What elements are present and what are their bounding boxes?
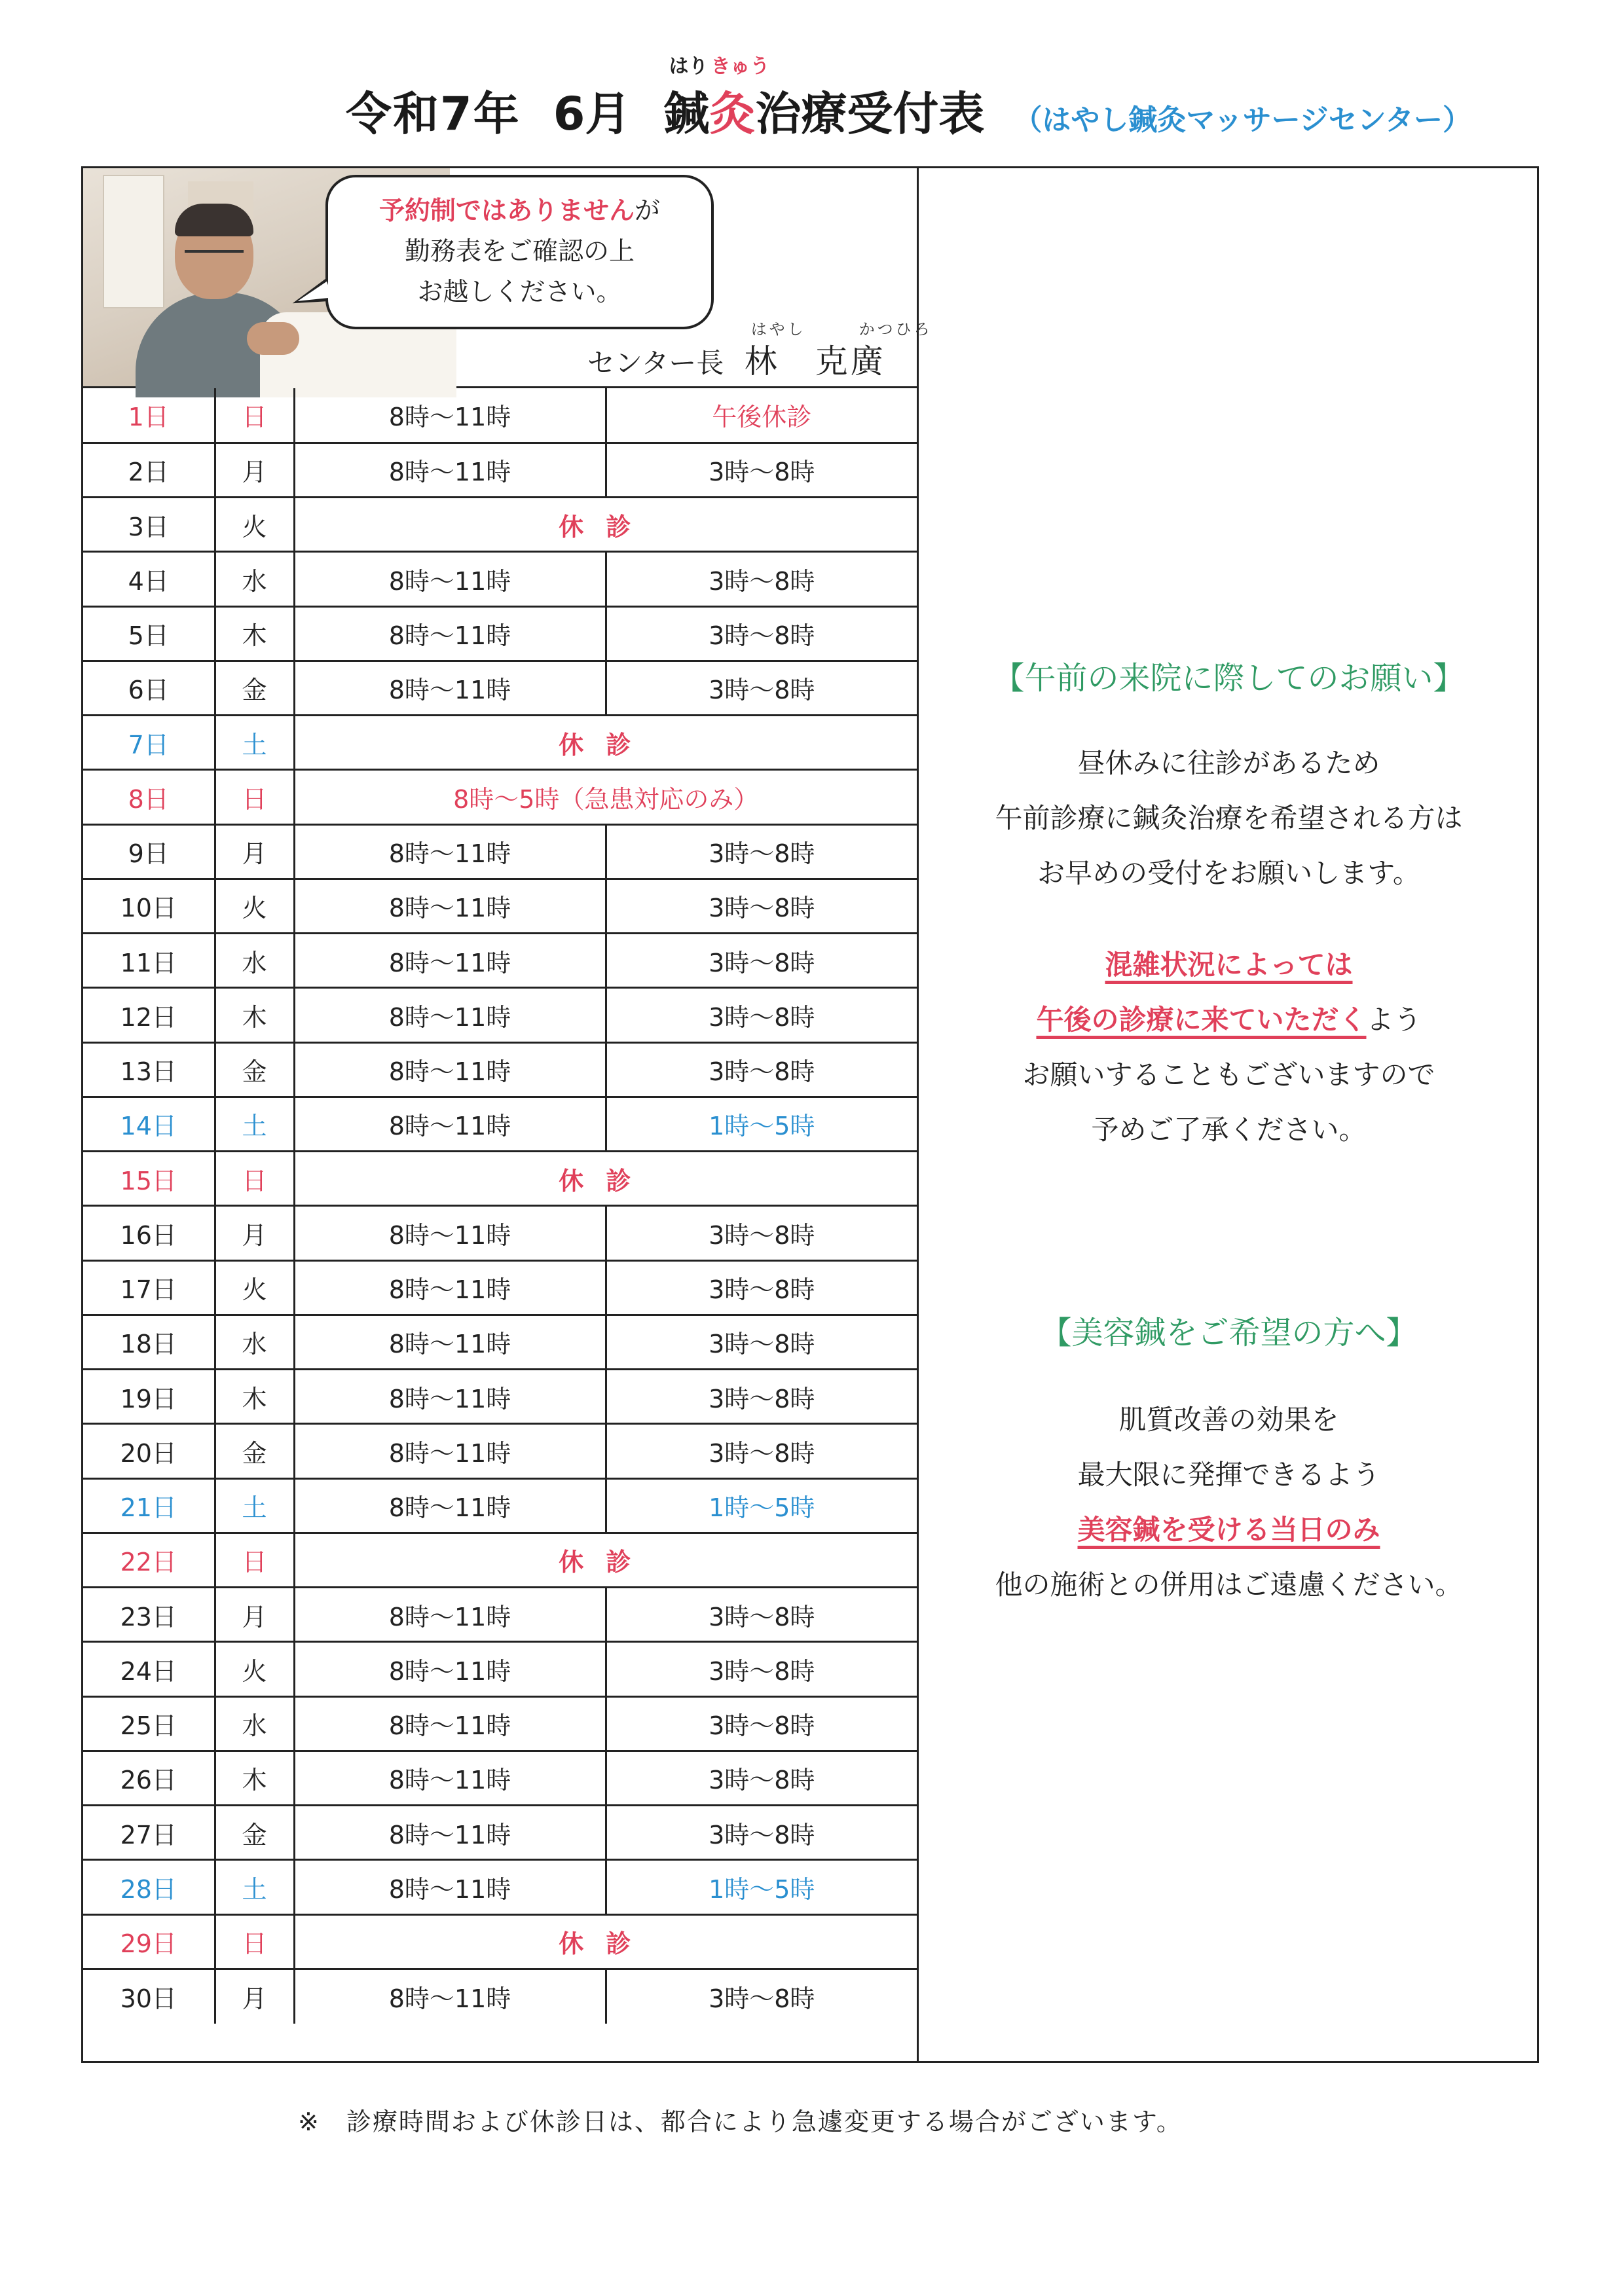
- schedule-am: 8時～11時: [294, 661, 606, 715]
- ruby-katsuhiro: かつひろ: [858, 320, 932, 338]
- schedule-weekday: 火: [215, 1642, 294, 1696]
- schedule-pm: 3時～8時: [709, 1984, 815, 2014]
- schedule-am: 8時～11時: [294, 1206, 606, 1260]
- schedule-row: [83, 1860, 917, 1914]
- title-era-year: 令和7年: [346, 87, 521, 141]
- beauty-emphasis: 美容鍼を受ける当日のみ: [1077, 1514, 1380, 1546]
- busy-emphasis-2: 午後の診療に来ていただく: [1036, 1004, 1367, 1036]
- schedule-weekday: 木: [215, 1751, 294, 1805]
- schedule-row: [83, 1914, 917, 1969]
- title-kyu-char: 灸: [709, 87, 756, 141]
- schedule-am: 8時～11時: [294, 934, 606, 988]
- busy-emphasis-1: 混雑状況によっては: [1105, 949, 1353, 981]
- schedule-date: 26日: [83, 1751, 215, 1805]
- schedule-row: [83, 934, 917, 988]
- schedule-am: 8時～11時: [294, 1097, 606, 1151]
- schedule-am: 8時～11時: [294, 1315, 606, 1369]
- schedule-pm: 3時～8時: [606, 443, 917, 497]
- beauty-notice-text: 肌質改善の効果を 最大限に発揮できるよう 美容鍼を受ける当日のみ 他の施術との併用はご遠慮ください。: [995, 1404, 1463, 1601]
- bubble-line-1: 予約制ではありませんが: [378, 196, 661, 226]
- schedule-date: 25日: [83, 1696, 215, 1751]
- schedule-row: [83, 1478, 917, 1533]
- clinic-name: （はやし鍼灸マッサージセンター）: [1013, 103, 1472, 137]
- schedule-date: 15日: [83, 1152, 215, 1206]
- schedule-date: 28日: [83, 1860, 215, 1914]
- schedule-row: [83, 770, 917, 824]
- schedule-am: 8時～11時: [294, 1696, 606, 1751]
- schedule-pm: 3時～8時: [606, 879, 917, 933]
- schedule-pm: 3時～8時: [606, 1206, 917, 1260]
- schedule-pm: 3時～8時: [606, 1424, 917, 1478]
- page-title: [346, 55, 1472, 149]
- schedule-am: 8時～11時: [294, 388, 606, 443]
- schedule-date: 14日: [83, 1097, 215, 1151]
- schedule-row: [83, 661, 917, 715]
- schedule-am: 8時～11時: [294, 1260, 606, 1315]
- schedule-weekday: 月: [215, 824, 294, 879]
- schedule-date: 11日: [83, 934, 215, 988]
- schedule-row: [83, 1696, 917, 1751]
- schedule-date: 12日: [83, 988, 215, 1042]
- schedule-pm: 3時～8時: [606, 661, 917, 715]
- schedule-am: 8時～11時: [294, 1969, 606, 2023]
- schedule-date: 24日: [83, 1642, 215, 1696]
- title-hari-char: 鍼: [663, 87, 710, 141]
- director-name: はやし かつひろ 林 克廣: [745, 342, 886, 380]
- schedule-am: 8時～11時: [294, 606, 606, 661]
- schedule-body: [83, 388, 917, 2024]
- schedule-date: 30日: [83, 1969, 215, 2023]
- schedule-row: [83, 1315, 917, 1369]
- schedule-weekday: 土: [215, 1478, 294, 1533]
- beauty-notice-heading: 【美容鍼をご希望の方へ】: [1040, 1315, 1418, 1351]
- schedule-table: [83, 388, 917, 2024]
- schedule-pm: 3時～8時: [606, 1260, 917, 1315]
- schedule-date: 29日: [83, 1914, 215, 1969]
- busy-notice-text: 混雑状況によっては 午後の診療に来ていただくよう お願いすることもございますので 予めご了承ください。: [1022, 949, 1435, 1146]
- schedule-date: 23日: [83, 1588, 215, 1642]
- schedule-am: 8時～11時: [294, 1751, 606, 1805]
- schedule-weekday: 木: [215, 606, 294, 661]
- schedule-am: 8時～11時: [294, 1370, 606, 1424]
- schedule-emergency: 8時～5時（急患対応のみ）: [294, 770, 917, 824]
- schedule-weekday: 土: [215, 1097, 294, 1151]
- schedule-row: [83, 716, 917, 770]
- schedule-weekday: 木: [215, 988, 294, 1042]
- title-hari: [663, 55, 710, 143]
- title-rest: 治療受付表: [755, 87, 985, 141]
- notes-column: [919, 168, 1539, 2061]
- schedule-date: 27日: [83, 1806, 215, 1860]
- schedule-date: 18日: [83, 1315, 215, 1369]
- schedule-row: [83, 443, 917, 497]
- schedule-row: [83, 879, 917, 933]
- schedule-am: 8時～11時: [294, 1860, 606, 1914]
- schedule-pm: 3時～8時: [606, 1315, 917, 1369]
- schedule-date: 2日: [83, 443, 215, 497]
- schedule-am: 8時～11時: [294, 1806, 606, 1860]
- schedule-date: 13日: [83, 1042, 215, 1097]
- schedule-date: 19日: [83, 1370, 215, 1424]
- schedule-row: [83, 1969, 917, 2023]
- schedule-weekday: 金: [215, 1806, 294, 1860]
- schedule-am: 8時～11時: [294, 1042, 606, 1097]
- intro-area: [83, 168, 932, 388]
- schedule-weekday: 月: [215, 1588, 294, 1642]
- schedule-date: 4日: [83, 552, 215, 606]
- schedule-row: [83, 1097, 917, 1151]
- schedule-pm: 3時～8時: [606, 1751, 917, 1805]
- schedule-row: [83, 1370, 917, 1424]
- schedule-weekday: 土: [215, 1860, 294, 1914]
- schedule-pm: 3時～8時: [606, 1042, 917, 1097]
- director-title: センター長: [587, 347, 724, 379]
- schedule-pm: 3時～8時: [606, 1642, 917, 1696]
- schedule-pm: 3時～8時: [606, 1370, 917, 1424]
- schedule-closed: 休診: [294, 716, 917, 770]
- schedule-date: 22日: [83, 1533, 215, 1587]
- schedule-row: [83, 824, 917, 879]
- morning-notice-text: 昼休みに往診があるため 午前診療に鍼灸治療を希望される方は お早めの受付をお願いします。: [995, 747, 1463, 889]
- schedule-date: 17日: [83, 1260, 215, 1315]
- schedule-date: 5日: [83, 606, 215, 661]
- schedule-date: 10日: [83, 879, 215, 933]
- schedule-row: [83, 1806, 917, 1860]
- schedule-pm: 1時～5時: [606, 1097, 917, 1151]
- schedule-weekday: 火: [215, 498, 294, 552]
- schedule-row: [83, 1642, 917, 1696]
- schedule-pm: 午後休診: [606, 388, 917, 443]
- schedule-weekday: 月: [215, 1206, 294, 1260]
- schedule-am: 8時～11時: [294, 1424, 606, 1478]
- speech-bubble: [325, 175, 714, 329]
- schedule-weekday: 月: [215, 443, 294, 497]
- schedule-pm: 1時～5時: [606, 1860, 917, 1914]
- schedule-pm: 3時～8時: [606, 1588, 917, 1642]
- schedule-date: 7日: [83, 716, 215, 770]
- schedule-frame: [81, 166, 1539, 2063]
- schedule-row: [83, 498, 917, 552]
- title-kyu: [709, 55, 770, 143]
- schedule-weekday: 月: [215, 1969, 294, 2023]
- schedule-weekday: 水: [215, 934, 294, 988]
- schedule-weekday: 日: [215, 770, 294, 824]
- schedule-pm: 3時～8時: [606, 1696, 917, 1751]
- schedule-pm: 1時～5時: [606, 1478, 917, 1533]
- schedule-weekday: 日: [215, 1533, 294, 1587]
- bubble-line-3: お越しください。: [417, 278, 622, 307]
- schedule-weekday: 水: [215, 1696, 294, 1751]
- schedule-weekday: 金: [215, 1424, 294, 1478]
- schedule-am: 8時～11時: [294, 1478, 606, 1533]
- schedule-row: [83, 1042, 917, 1097]
- schedule-weekday: 土: [215, 716, 294, 770]
- schedule-date: 1日: [83, 388, 215, 443]
- schedule-row: [83, 1424, 917, 1478]
- schedule-pm: 3時～8時: [606, 934, 917, 988]
- schedule-am: 8時～11時: [294, 1588, 606, 1642]
- schedule-weekday: 水: [215, 552, 294, 606]
- schedule-weekday: 日: [215, 1152, 294, 1206]
- schedule-weekday: 日: [215, 388, 294, 443]
- left-column: [83, 168, 932, 2061]
- schedule-weekday: 水: [215, 1315, 294, 1369]
- schedule-weekday: 日: [215, 1914, 294, 1969]
- schedule-pm: 3時～8時: [606, 552, 917, 606]
- schedule-weekday: 火: [215, 879, 294, 933]
- schedule-date: 9日: [83, 824, 215, 879]
- schedule-weekday: 火: [215, 1260, 294, 1315]
- ruby-hayashi: はやし: [750, 320, 806, 338]
- ruby-hari: はり: [669, 55, 709, 78]
- schedule-weekday: 金: [215, 661, 294, 715]
- title-month: 6月: [553, 87, 631, 141]
- schedule-row: [83, 388, 917, 443]
- schedule-row: [83, 1533, 917, 1587]
- schedule-row: [83, 1206, 917, 1260]
- schedule-pm: 3時～8時: [606, 824, 917, 879]
- schedule-row: [83, 1588, 917, 1642]
- director-caption: [587, 320, 932, 382]
- schedule-date: 3日: [83, 498, 215, 552]
- morning-notice-heading: 【午前の来院に際してのお願い】: [993, 660, 1465, 697]
- ruby-kyu: きゅう: [710, 55, 770, 78]
- schedule-weekday: 金: [215, 1042, 294, 1097]
- schedule-am: 8時～11時: [294, 879, 606, 933]
- schedule-date: 6日: [83, 661, 215, 715]
- schedule-closed: 休診: [294, 498, 917, 552]
- schedule-row: [83, 1152, 917, 1206]
- schedule-closed: 休診: [294, 1914, 917, 1969]
- schedule-closed: 休診: [294, 1533, 917, 1587]
- schedule-row: [83, 552, 917, 606]
- schedule-row: [83, 606, 917, 661]
- schedule-am: 8時～11時: [294, 824, 606, 879]
- schedule-pm: 3時～8時: [606, 1806, 917, 1860]
- bubble-line-2: 勤務表をご確認の上: [404, 237, 635, 266]
- schedule-pm: 3時～8時: [606, 606, 917, 661]
- schedule-date: 21日: [83, 1478, 215, 1533]
- schedule-am: 8時～11時: [294, 552, 606, 606]
- schedule-am: 8時～11時: [294, 988, 606, 1042]
- schedule-date: 20日: [83, 1424, 215, 1478]
- schedule-row: [83, 1260, 917, 1315]
- schedule-row: [83, 988, 917, 1042]
- schedule-date: 8日: [83, 770, 215, 824]
- schedule-am: 8時～11時: [294, 443, 606, 497]
- schedule-date: 16日: [83, 1206, 215, 1260]
- schedule-pm: 3時～8時: [606, 988, 917, 1042]
- schedule-row: [83, 1751, 917, 1805]
- schedule-weekday: 木: [215, 1370, 294, 1424]
- schedule-closed: 休診: [294, 1152, 917, 1206]
- footer-note: ※ 診療時間および休診日は、都合により急遽変更する場合がございます。: [298, 2107, 1183, 2136]
- schedule-am: 8時～11時: [294, 1642, 606, 1696]
